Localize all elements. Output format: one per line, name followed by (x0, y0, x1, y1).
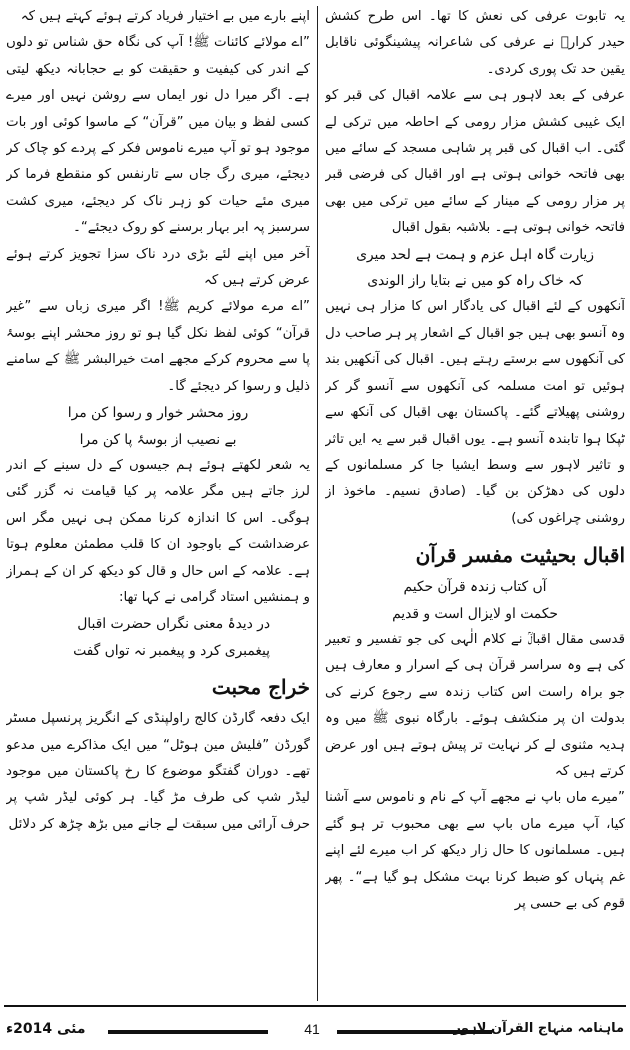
verse-line: بے نصیب از بوسۂ پا کن مرا (79, 431, 237, 448)
verse-line: پیغمبری کرد و پیغمبر نہ تواں گفت (73, 642, 270, 659)
paragraph: ”اے مولائے کائنات ﷺ! آپ کی نگاہ حق شناس تو دلوں کے اندر کی کیفیت و حقیقت کو بے حجابانہ دیکھ لیتی ہے۔ اگر میرا دل نور ایماں سے روشن نہیں اور میرے کسی لفظ و بیان میں ”قرآن“ کے ماسوا کوئی اور بات موجود ہو تو آپ میرے ناموس فکر کے پردے کو چاک کر دیجئے، میری رگ جاں سے تارنفس کو منقطع فرما کر میری مئے حیات کو زہر ناک کر دیجئے، میری کشت سرسبز پہ ابر بہار برسنے کو روک دیجئے“۔ (6, 35, 310, 236)
paragraph: یہ شعر لکھتے ہوئے ہم جیسوں کے دل سینے کے اندر لرز جاتے ہیں مگر علامہ پر کیا قیامت نہ گزر گئی ہوگی۔ اس کا اندازہ کرنا ممکن ہی نہیں مگر اس عرضداشت کے باوجود ان کا قلب مطمئن معلوم ہوتا ہے۔ علامہ کے اس حال و قال کو دیکھ کر ان کے ہمراز و ہمنشیں استاد گرامی نے کہا تھا: (6, 457, 310, 605)
section-heading: اقبال بحیثیت مفسر قرآن (415, 543, 625, 568)
paragraph: قدسی مقال اقبالؒ نے کلام الٰہی کی جو تفسیر و تعبیر کی ہے وہ سراسر قرآن ہی کے اسرار و معارف ہیں جو براہ راست اس کتاب زندہ سے رجوع کرنے کی بدولت ان پر منکشف ہوئے۔ بارگاہ نبوی ﷺ میں وہ ہدیہ مثنوی لے کر نہایت تر پیش ہوتے ہیں اور عرض کرتے ہیں کہ (325, 631, 625, 779)
paragraph: آنکھوں کے لئے اقبال کی یادگار اس کا مزار ہی نہیں وہ آنسو بھی ہیں جو اقبال کے اشعار پر ہر صاحب دل کی آنکھوں سے برستے رہتے ہیں۔ اقبال کی آنکھیں بند ہوئیں تو امت مسلمہ کی آنکھوں سے آنسو گر کر روشنی پھیلاتے گئے۔ پاکستان بھی اقبال کی آنکھ سے ٹپکا ہوا تابندہ آنسو ہے۔ یوں اقبال قبر سے یہ ایں تاثر و تاثیر لاہور سے وسط ایشیا جا کر مسلمانوں کے دلوں کی دھڑکن بن گیا۔ (صادق نسیم۔ ماخوذ از روشنی چراغوں کی) (325, 299, 625, 526)
paragraph: عرفی کے بعد لاہور ہی سے علامہ اقبال کی قبر کو ایک غیبی کشش مزار رومی کے احاطہ میں ترکی لے گئی۔ اب اقبال کی قبر پر شاہی مسجد کے سائے میں بھی فاتحہ خوانی ہوتی ہے اور اقبال کی فرضی قبر پر مزار رومی کے مینار کے سائے میں ترکی میں بھی فاتحہ خوانی ہوتی ہے۔ بلاشبہ بقول اقبال (325, 88, 625, 236)
paragraph: اپنے بارے میں بے اختیار فریاد کرتے ہوئے کہتے ہیں کہ (20, 9, 310, 24)
section-heading: خراج محبت (211, 675, 310, 700)
right-column (325, 4, 625, 1004)
verse-line: کہ خاک راہ کو میں نے بتایا راز الوندی (367, 273, 583, 290)
paragraph: یہ تابوت عرفی کی نعش کا تھا۔ اس طرح کشش حیدر کرارؓ نے عرفی کی شاعرانہ پیشینگوئی ناقابل یقین حد تک پوری کردی۔ (325, 9, 625, 77)
column-divider (317, 6, 318, 1001)
paragraph: ”میرے ماں باپ نے مجھے آپ کے نام و ناموس سے آشنا کیا، آپ میرے ماں باپ سے بھی محبوب تر ہو گئے ہیں۔ مسلمانوں کا حال زار دیکھ کر اب میرے لئے اپنے غم پنہاں کو ضبط کرنا بہت مشکل ہو گیا ہے“۔ پھر قوم کی بے حسی پر (325, 790, 625, 911)
verse-line: حکمت او لایزال است و قدیم (392, 605, 558, 622)
left-column (6, 4, 310, 1004)
page-number: 41 (304, 1021, 320, 1037)
verse-line: زیارت گاہ اہل عزم و ہمت ہے لحد میری (356, 246, 594, 263)
journal-name: ماہنامہ منہاج القرآن لاہور (453, 1021, 624, 1036)
issue-date: مئی 2014ء (6, 1021, 86, 1037)
footer-rule (4, 1005, 626, 1007)
paragraph: ”اے مرے مولائے کریم ﷺ! اگر میری زباں سے ”غیر قرآن“ کوئی لفظ نکل گیا ہو تو روز محشر اپنے بوسۂ پا سے محروم کرکے مجھے امت خیرالبشر ﷺ کے سامنے ذلیل و رسوا کر دیجئے گا۔ (6, 299, 310, 394)
verse-line: در دیدۂ معنی نگراں حضرت اقبال (77, 616, 270, 633)
paragraph: آخر میں اپنے لئے بڑی درد ناک سزا تجویز کرتے ہوئے عرض کرتے ہیں کہ (6, 246, 310, 289)
verse-line: آں کتاب زندہ قرآن حکیم (403, 579, 547, 596)
verse-line: روز محشر خوار و رسوا کن مرا (67, 405, 249, 422)
paragraph: ایک دفعہ گارڈن کالج راولپنڈی کے انگریز پرنسپل مسٹر گورڈن ”فلیش مین ہوٹل“ میں ایک مذاکرے میں مدعو تھے۔ دوران گفتگو موضوع کا رخ پاکستان میں موجود لیڈر شپ کی طرف مڑ گیا۔ ہر کوئی لیڈر شپ پر حرف آرائی میں سبقت لے جانے میں بڑھ چڑھ کر دلائل (6, 711, 310, 832)
page-footer (0, 1000, 630, 1050)
footer-bar (108, 1030, 268, 1034)
